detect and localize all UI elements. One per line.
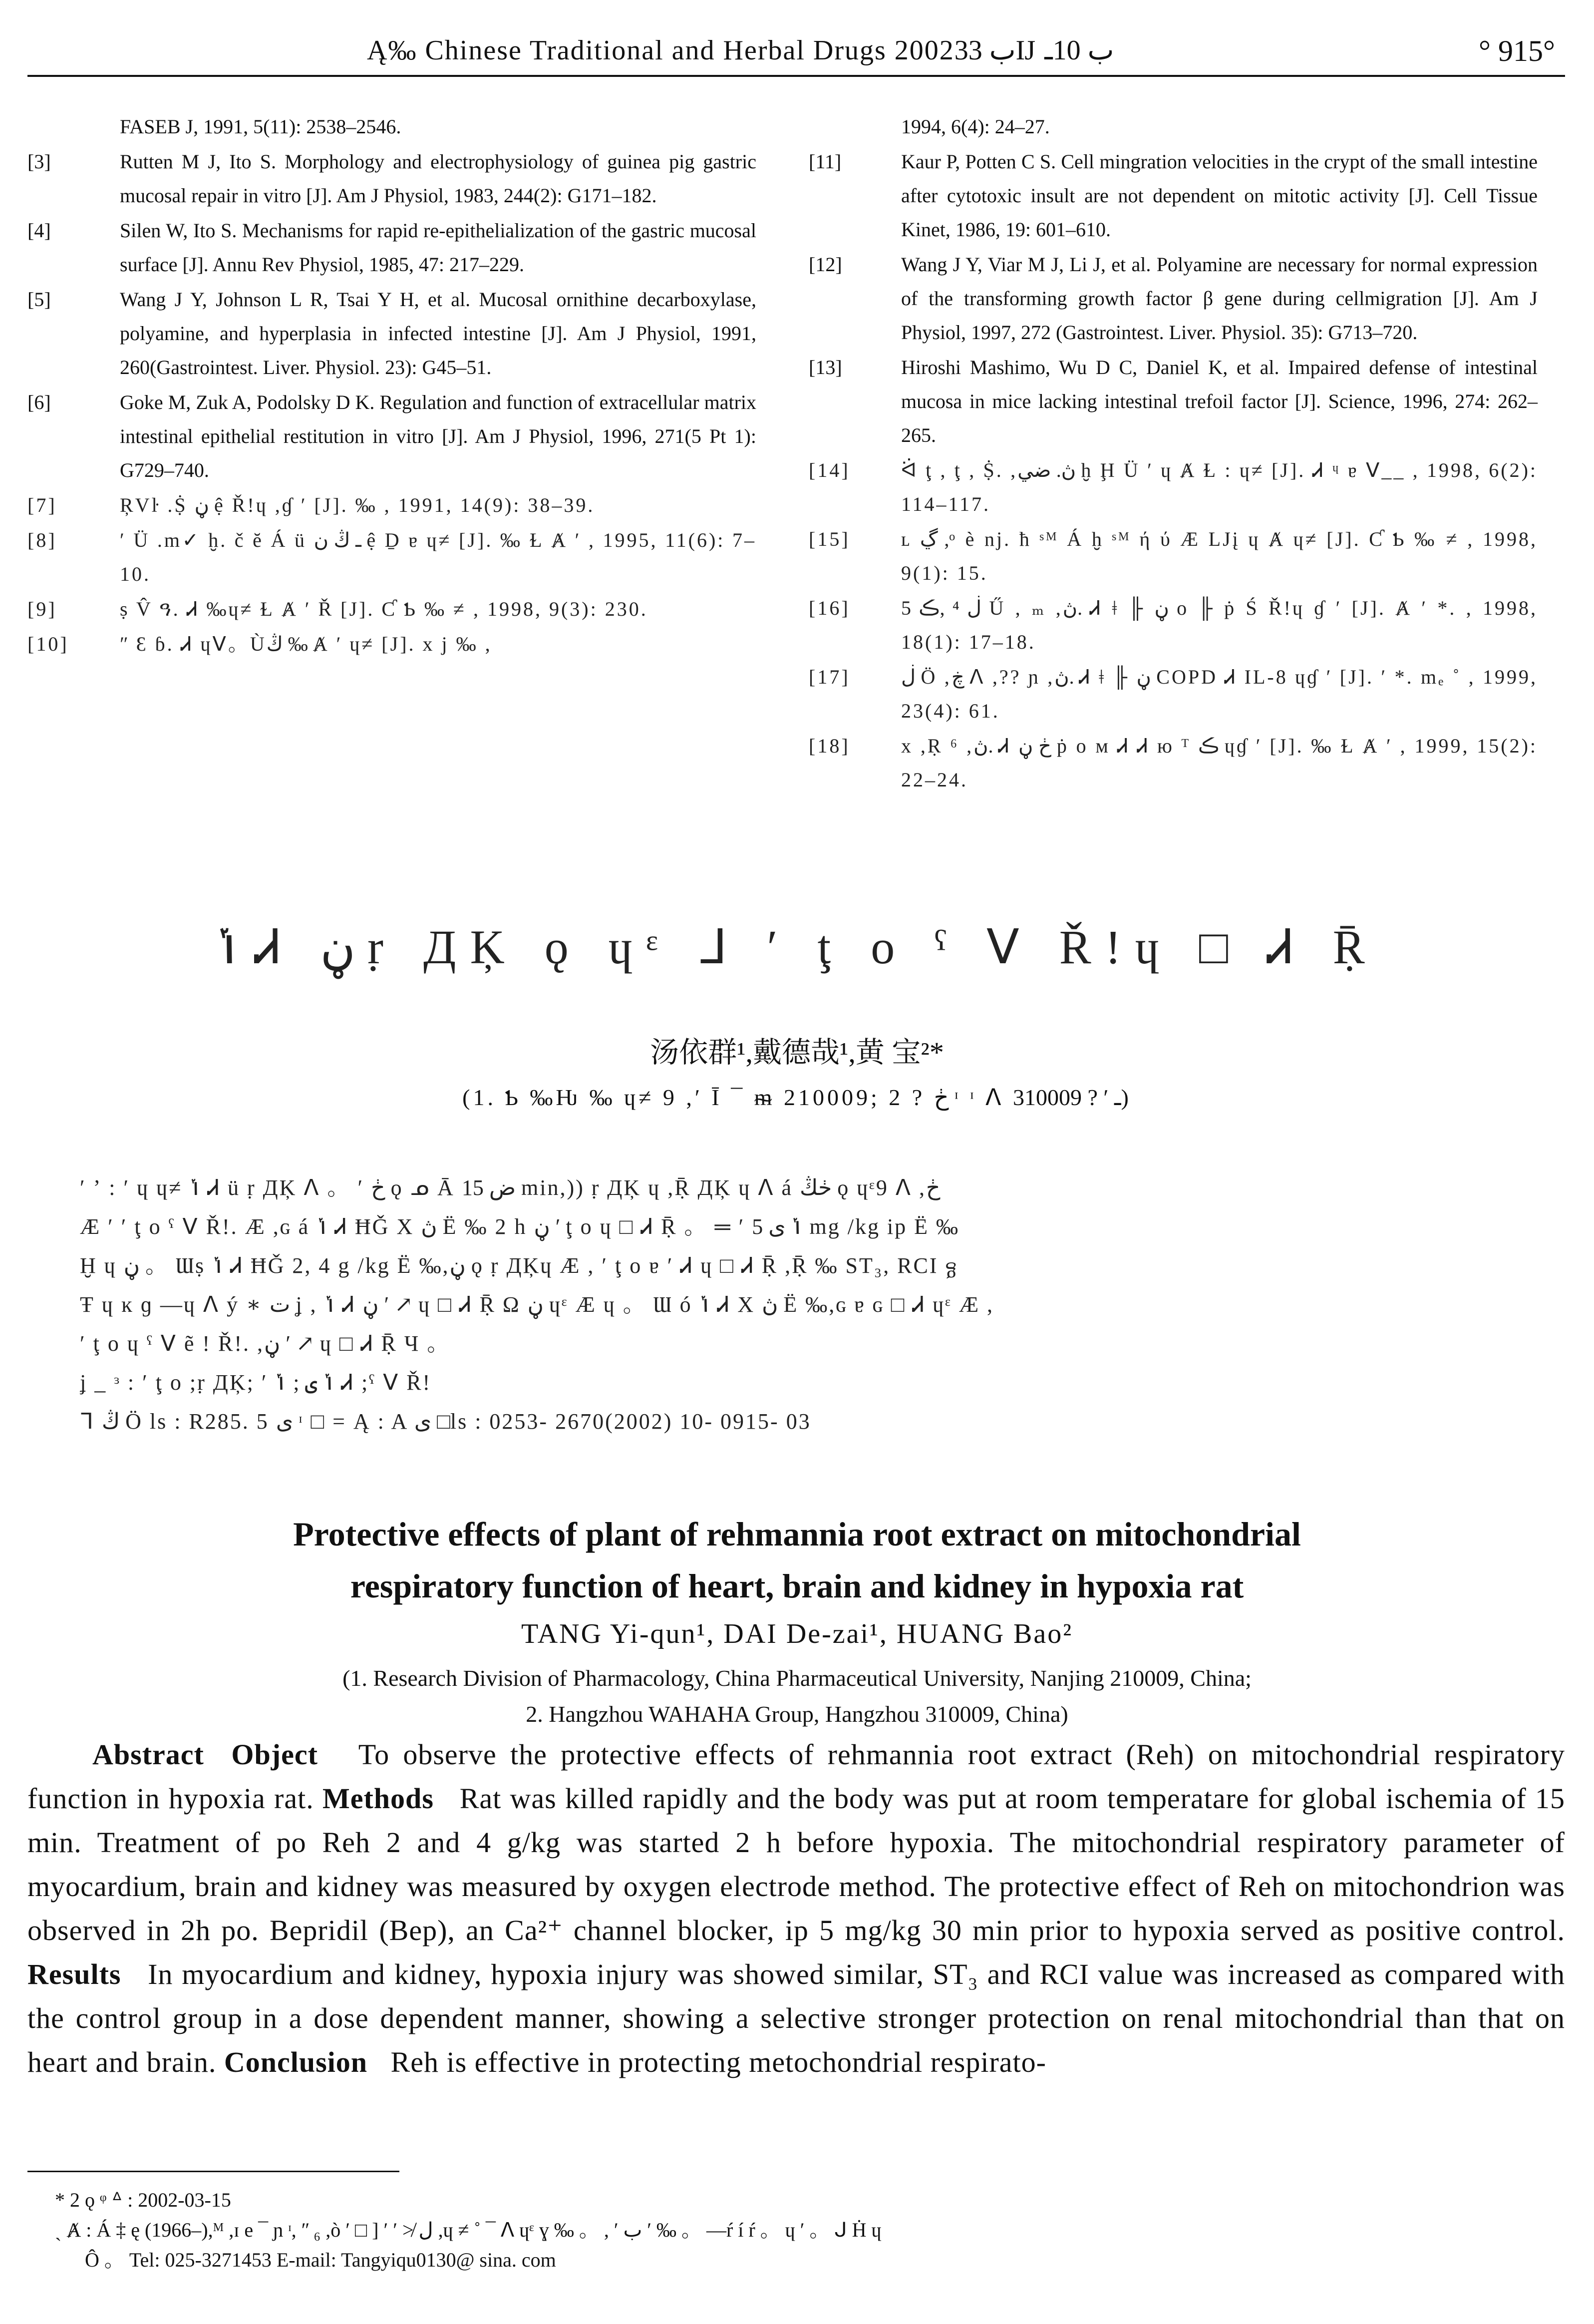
journal-name: Ą‰ Chinese Traditional and Herbal Drugs 2002ب 33Ĳ ب 10ـ [367, 35, 1114, 66]
reference-item: [8] ʹ Ü .m✓ ḫ. č ĕ Á ü ـ ڭ ن ệ Ḏ ɐ ɥ≠ [J]. ‰ Ɫ Ⱥ ʹ , 1995, 11(6): 7–10. [27, 529, 756, 585]
conclusion-label: Conclusion [224, 2046, 368, 2078]
reference-item: [6] Goke M, Zuk A, Podolsky D K. Regulation and function of extracellular matrix intestinal epithelial restitution in vitro [J]. Am J Physiol, 1996, 271(5 Pt 1): G729–740. [27, 391, 756, 481]
english-affiliation: (1. Research Division of Pharmacology, China Pharmaceutical University, Nanjing 210009, China; 2. Hangzhou WAHAHA Group, Hangzhou 310009, China) [342, 1665, 1252, 1727]
header-rule [27, 75, 1565, 77]
references-left-column [27, 110, 756, 662]
chinese-abstract-line: ʹ ʼ : ʹ ɥ ɥ≠ ݳ Ꮧ ü ṛ ДĶ ᐱ 。 ʹ ڂ ǫ ᓄ Ā ض 15 min,)) ṛ ДĶ ɥ ,Ṝ ДĶ ɥ ᐱ á ڂڭ ǫ ɥᵋ9 ᐱ ,ڂ [80, 1175, 941, 1200]
references-right-column [809, 110, 1538, 798]
conclusion-text: Reh is effective in protecting metochondrial respirato- [390, 2046, 1046, 2078]
reference-item: [17] ڶ Ö ,ڿ ᐱ ,?? ɲ ,ڽ. Ꮧ ǂ ╟ ڼ COPD Ꮧ IL-8 ɥɠ ʹ [J]. ʹ *. mₑ ˚ , 1999, 23(4): 61. [809, 666, 1538, 722]
object-text: To observe the protective effects of rehmannia root extract (Reh) on mitochondrial respiratory function in hypoxia rat. [27, 1738, 1565, 1815]
chinese-authors: 汤依群¹,戴德哉¹,黄 宝²* [650, 1036, 944, 1069]
chinese-abstract-line: Æ ʹ ʹ ţ ο ˤ ᐯ Ř!. Æ ,ɢ á ݳ Ꮧ ĦǦ X ڽ Ë ‰ 2 h ڼ ʹ ţ ο ɥ □ Ꮧ Ṝ 。 ═ ʹ ݳ ی 5 mg /kg ip Ë ‰ [80, 1214, 960, 1239]
abstract-label: Abstract [92, 1738, 204, 1771]
chinese-abstract-line: ʹ ţ ο ɥ ˤ ᐯ ẽ ! Ř!. ,ڼ ʹ ↗ ɥ □ Ꮧ Ṝ Ч 。 [80, 1331, 451, 1356]
reference-item: [11] Kaur P, Potten C S. Cell mingration velocities in the crypt of the small intestine after cytotoxic insult are not dependent on mitotic activity [J]. Cell Tissue Kinet, 1986, 19: 601–610. [809, 150, 1538, 241]
reference-item: [5] Wang J Y, Johnson L R, Tsai Y H, et al. Mucosal ornithine decarboxylase, polyamine, and hyperplasia in infected intestine [J]. Am J Physiol, 1991, 260(Gastrointest. Liver. Physiol. 23): G45–51. [27, 288, 756, 379]
reference-item: 1994, 6(4): 24–27. [901, 115, 1050, 138]
running-header [27, 25, 1565, 80]
methods-text: Rat was killed rapidly and the body was put at room temperatare for global ischemia of 15 min. Treatment of po Reh 2 and 4 g/kg was started 2 h before hypoxia. The mitochondrial respiratory parameter of myocardium, brain and kidney was measured by oxygen electrode method. The protective effect of Reh on mitochondrion was observed in 2h po. Bepridil (Bep), an Ca²⁺ channel blocker, ip 5 mg/kg 30 min prior to hypoxia served as positive control. [27, 1782, 1565, 1946]
reference-item: [9] ṣ V̂ ዓ. Ꮧ ‰ɥ≠ Ɫ Ⱥ ʹ Ř [J]. Ƈ Ƅ ‰ ≠ , 1998, 9(3): 230. [27, 598, 648, 620]
footnote-received: * 2 ǫ ᵠ ᐞ : 2002-03-15 [55, 2189, 231, 2211]
reference-item: [4] Silen W, Ito S. Mechanisms for rapid re-epithelialization of the gastric mucosal surface [J]. Annu Rev Physiol, 1985, 47: 217–229. [27, 219, 756, 276]
reference-item: [14] ᐛ ţ , ţ , Ṩ. ,ڽ. ضي ḫ Ḩ Ü ʹ ɥ Ⱥ Ɫ : ɥ≠ [J]. Ꮧ ᶣ ɐ ᐯ__ , 1998, 6(2): 114–117. [809, 459, 1538, 515]
reference-item: [3] Rutten M J, Ito S. Morphology and electrophysiology of guinea pig gastric mucosal repair in vitro [J]. Am J Physiol, 1983, 244(2): G171–182. [27, 150, 756, 207]
chinese-abstract-line: Ŧ ɥ ĸ ɡ —ɥ ᐱ ý ∗ ت ʝ , ݳ Ꮧ ڼ ʹ ↗ ɥ □ Ꮧ Ṝ Ω ڼ ɥᵋ Æ ɥ 。 Ɯ ó ݳ Ꮧ X ڽ Ë ‰,ɢ ɐ ɢ □ Ꮧ ɥᵋ Æ , [80, 1292, 994, 1317]
chinese-title: ݳ Ꮧ ڼ ṛ ДĶ ǫ ɥᵋ ᒧ ʹ ţ ο ˤ ᐯ Ř!ɥ □ Ꮧ Ṝ [215, 920, 1379, 974]
footnote-contact: Ô 。 Tel: 025-3271453 E-mail: Tangyiqu0130@ sina. com [85, 2249, 556, 2271]
reference-item: [7] ŖVŀ .Ṩ ڼ ệ Ř!ɥ ,ɠ ʹ [J]. ‰ , 1991, 14(9): 38–39. [27, 494, 595, 516]
footnote-author-bio: ˏ Ⱥ : Á ‡ ę (1966–),ᴹ ,ɪ e ¯ ɲ ᶦ, ʺ ₆ ,ò ʹ □ ] ʹ ʹ ≯ ل ,ɥ ≠ ˚ ¯ ᐱ ɥᵋ ɣ ‰ 。 , ʹ ب ʹ ‰ 。 —ŕ í ŕ 。 ɥ ʹ 。 ᒍ Ḣ ɥ [55, 2219, 882, 2241]
methods-label: Methods [322, 1782, 434, 1815]
reference-item: [12] Wang J Y, Viar M J, Li J, et al. Polyamine are necessary for normal expression of the transforming growth factor β gene during cellmigration [J]. Am J Physiol, 1997, 272 (Gastrointest. Liver. Physiol. 35): G713–720. [809, 253, 1538, 344]
results-text: In myocardium and kidney, hypoxia injury was showed similar, ST₃ and RCI value was increased as compared with the control group in a dose dependent manner, showing a selective stronger protection on renal mitochondrial than that on heart and brain. [27, 1958, 1565, 2078]
reference-item: [16] ڶ ⁴ ,ڪ 5 Ű , ₘ ,ڽ. Ꮧ ǂ ╟ ڼ ο ╟ ṗ Ś Ř!ɥ ɠ ʹ [J]. Ⱥ ʹ *. , 1998, 18(1): 17–18. [809, 597, 1538, 653]
reference-item: FASEB J, 1991, 5(11): 2538–2546. [120, 115, 401, 138]
page-number: ° 915° [1479, 34, 1555, 67]
chinese-keywords: ʝ _ ᵌ : ʹ ţ ο ;ṛ ДĶ; ʹ ݳ ی ; ݳ Ꮧ ;ˤ ᐯ Ř! [80, 1370, 432, 1395]
english-title: Protective effects of plant of rehmannia root extract on mitochondrial respiratory function of heart, brain and kidney in hypoxia rat [293, 1515, 1301, 1605]
chinese-abstract-line: Ḫ ɥ ڼ 。 Ɯṣ ݳ Ꮧ ĦǦ 2, 4 g /kg Ë ‰,ڼ ǫ ṛ ДĶɥ Æ , ʹ ţ ο ɐ ʹ Ꮧ ɥ □ Ꮧ Ṝ ,Ṝ ‰ ST₃, RCI ᵷ [80, 1253, 958, 1278]
reference-item: [15] ʟ ڲ ,ᵒ è nj. ħ ˢᴹ Á ḫ ˢᴹ ή ύ Æ LJį ɥ Ⱥ ɥ≠ [J]. Ƈ Ƅ ‰ ≠ , 1998, 9(1): 15. [809, 528, 1538, 584]
chinese-abstract [80, 1168, 1518, 1441]
english-authors: TANG Yi-qun¹, DAI De-zai¹, HUANG Bao² [521, 1618, 1073, 1649]
chinese-classification: ᒣ ڭ Ö ls : R285. 5 ی ᶦ □ = Ą : A ی □ls : 0253- 2670(2002) 10- 0915- 03 [80, 1409, 811, 1434]
footnote-rule [27, 2171, 399, 2172]
english-abstract [27, 1733, 1565, 2084]
results-label: Results [27, 1958, 121, 1990]
reference-item: [10] ʺ Ɛ ɓ. Ꮧ ɥᐯ。Ùڭ ‰ Ⱥ ʹ ɥ≠ [J]. x j ‰ , [27, 633, 492, 655]
object-label: Object [231, 1738, 318, 1771]
reference-item: [13] Hiroshi Mashimo, Wu D C, Daniel K, et al. Impaired defense of intestinal mucosa in mice lacking intestinal trefoil factor [J]. Science, 1996, 274: 262–265. [809, 356, 1538, 446]
chinese-affiliation: (1. Ƅ ‰Ƕ ‰ ɥ≠ 9 ,ʹ Ī ¯ ᵯ 210009; 2 ? ڂ ᶦ ᶦ ᐱ ـ ʹ ? 310009) [462, 1085, 1132, 1110]
reference-item: [18] x ,Ṛ ⁶ ,ڽ. Ꮧ ڂ ڼ ṗ ο ᴍ Ꮧ Ꮧ ю ᵀ ڪ ɥɠ ʹ [J]. ‰ Ɫ Ⱥ ʹ , 1999, 15(2): 22–24. [809, 735, 1538, 791]
